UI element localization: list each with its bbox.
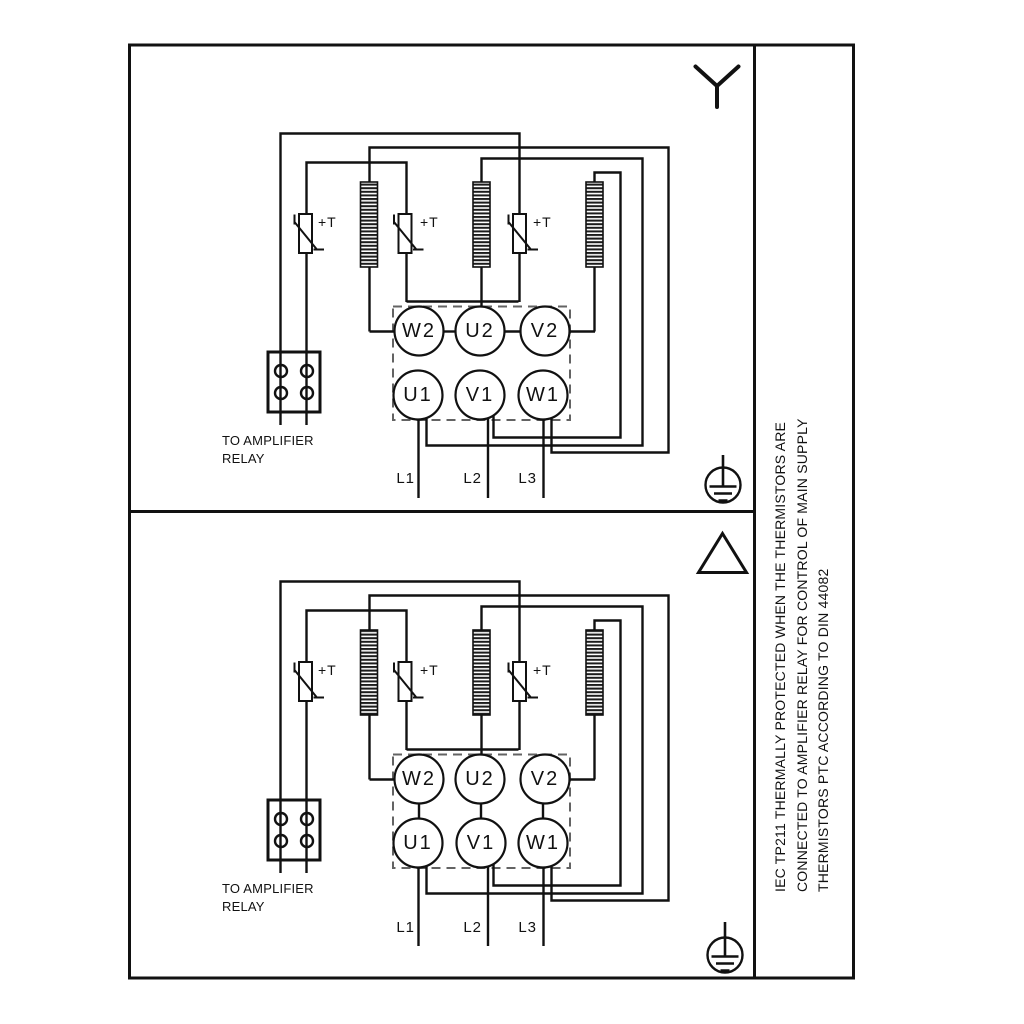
side-note-line1: IEC TP211 THERMALLY PROTECTED WHEN THE THERMISTORS ARE (772, 421, 788, 892)
terminal-label-v1: V1 (466, 832, 496, 854)
coil-winding (361, 182, 378, 267)
thermistor-label: +T (533, 662, 552, 678)
terminal-label-w1: W1 (526, 384, 560, 406)
thermistor-label: +T (533, 214, 552, 230)
supply-label-l2: L2 (463, 919, 482, 936)
relay-caption-line1: TO AMPLIFIER (222, 433, 314, 448)
coil-winding (586, 182, 603, 267)
thermistor-label: +T (420, 214, 439, 230)
supply-label-l3: L3 (518, 470, 537, 487)
delta-symbol-icon (699, 534, 747, 573)
supply-label-l2: L2 (463, 470, 482, 487)
earth-ground-icon (706, 455, 741, 503)
terminal-label-v1: V1 (465, 384, 495, 406)
terminal-label-u2: U2 (465, 768, 495, 790)
terminal-label-v2: V2 (530, 320, 560, 342)
supply-label-l3: L3 (518, 919, 537, 936)
relay-caption-line2: RELAY (222, 451, 265, 466)
star-symbol-icon (696, 67, 739, 108)
side-note (770, 380, 835, 892)
coil-winding (473, 182, 490, 267)
coil-winding (586, 630, 603, 715)
terminal-label-w2: W2 (402, 768, 436, 790)
coil-winding (361, 630, 378, 715)
terminal-label-u1: U1 (403, 384, 433, 406)
terminal-label-u2: U2 (465, 320, 495, 342)
terminal-label-u1: U1 (403, 832, 433, 854)
amplifier-relay-box (268, 800, 320, 860)
coil-winding (473, 630, 490, 715)
relay-caption-line1: TO AMPLIFIER (222, 881, 314, 896)
thermistor-label: +T (420, 662, 439, 678)
relay-caption-line2: RELAY (222, 899, 265, 914)
terminal-label-w2: W2 (402, 320, 436, 342)
thermistor-label: +T (318, 662, 337, 678)
side-note-line3: THERMISTORS PTC ACCORDING TO DIN 44082 (815, 568, 831, 892)
amplifier-relay-box (268, 352, 320, 412)
panel-star (268, 67, 741, 503)
earth-ground-icon (708, 922, 743, 973)
side-note-line2: CONNECTED TO AMPLIFIER RELAY FOR CONTROL OF MAIN SUPPLY (793, 418, 810, 892)
terminal-label-v2: V2 (530, 768, 560, 790)
thermistor-label: +T (318, 214, 337, 230)
supply-label-l1: L1 (396, 919, 415, 936)
panel-delta (268, 534, 747, 973)
terminal-label-w1: W1 (526, 832, 560, 854)
supply-label-l1: L1 (396, 470, 415, 487)
